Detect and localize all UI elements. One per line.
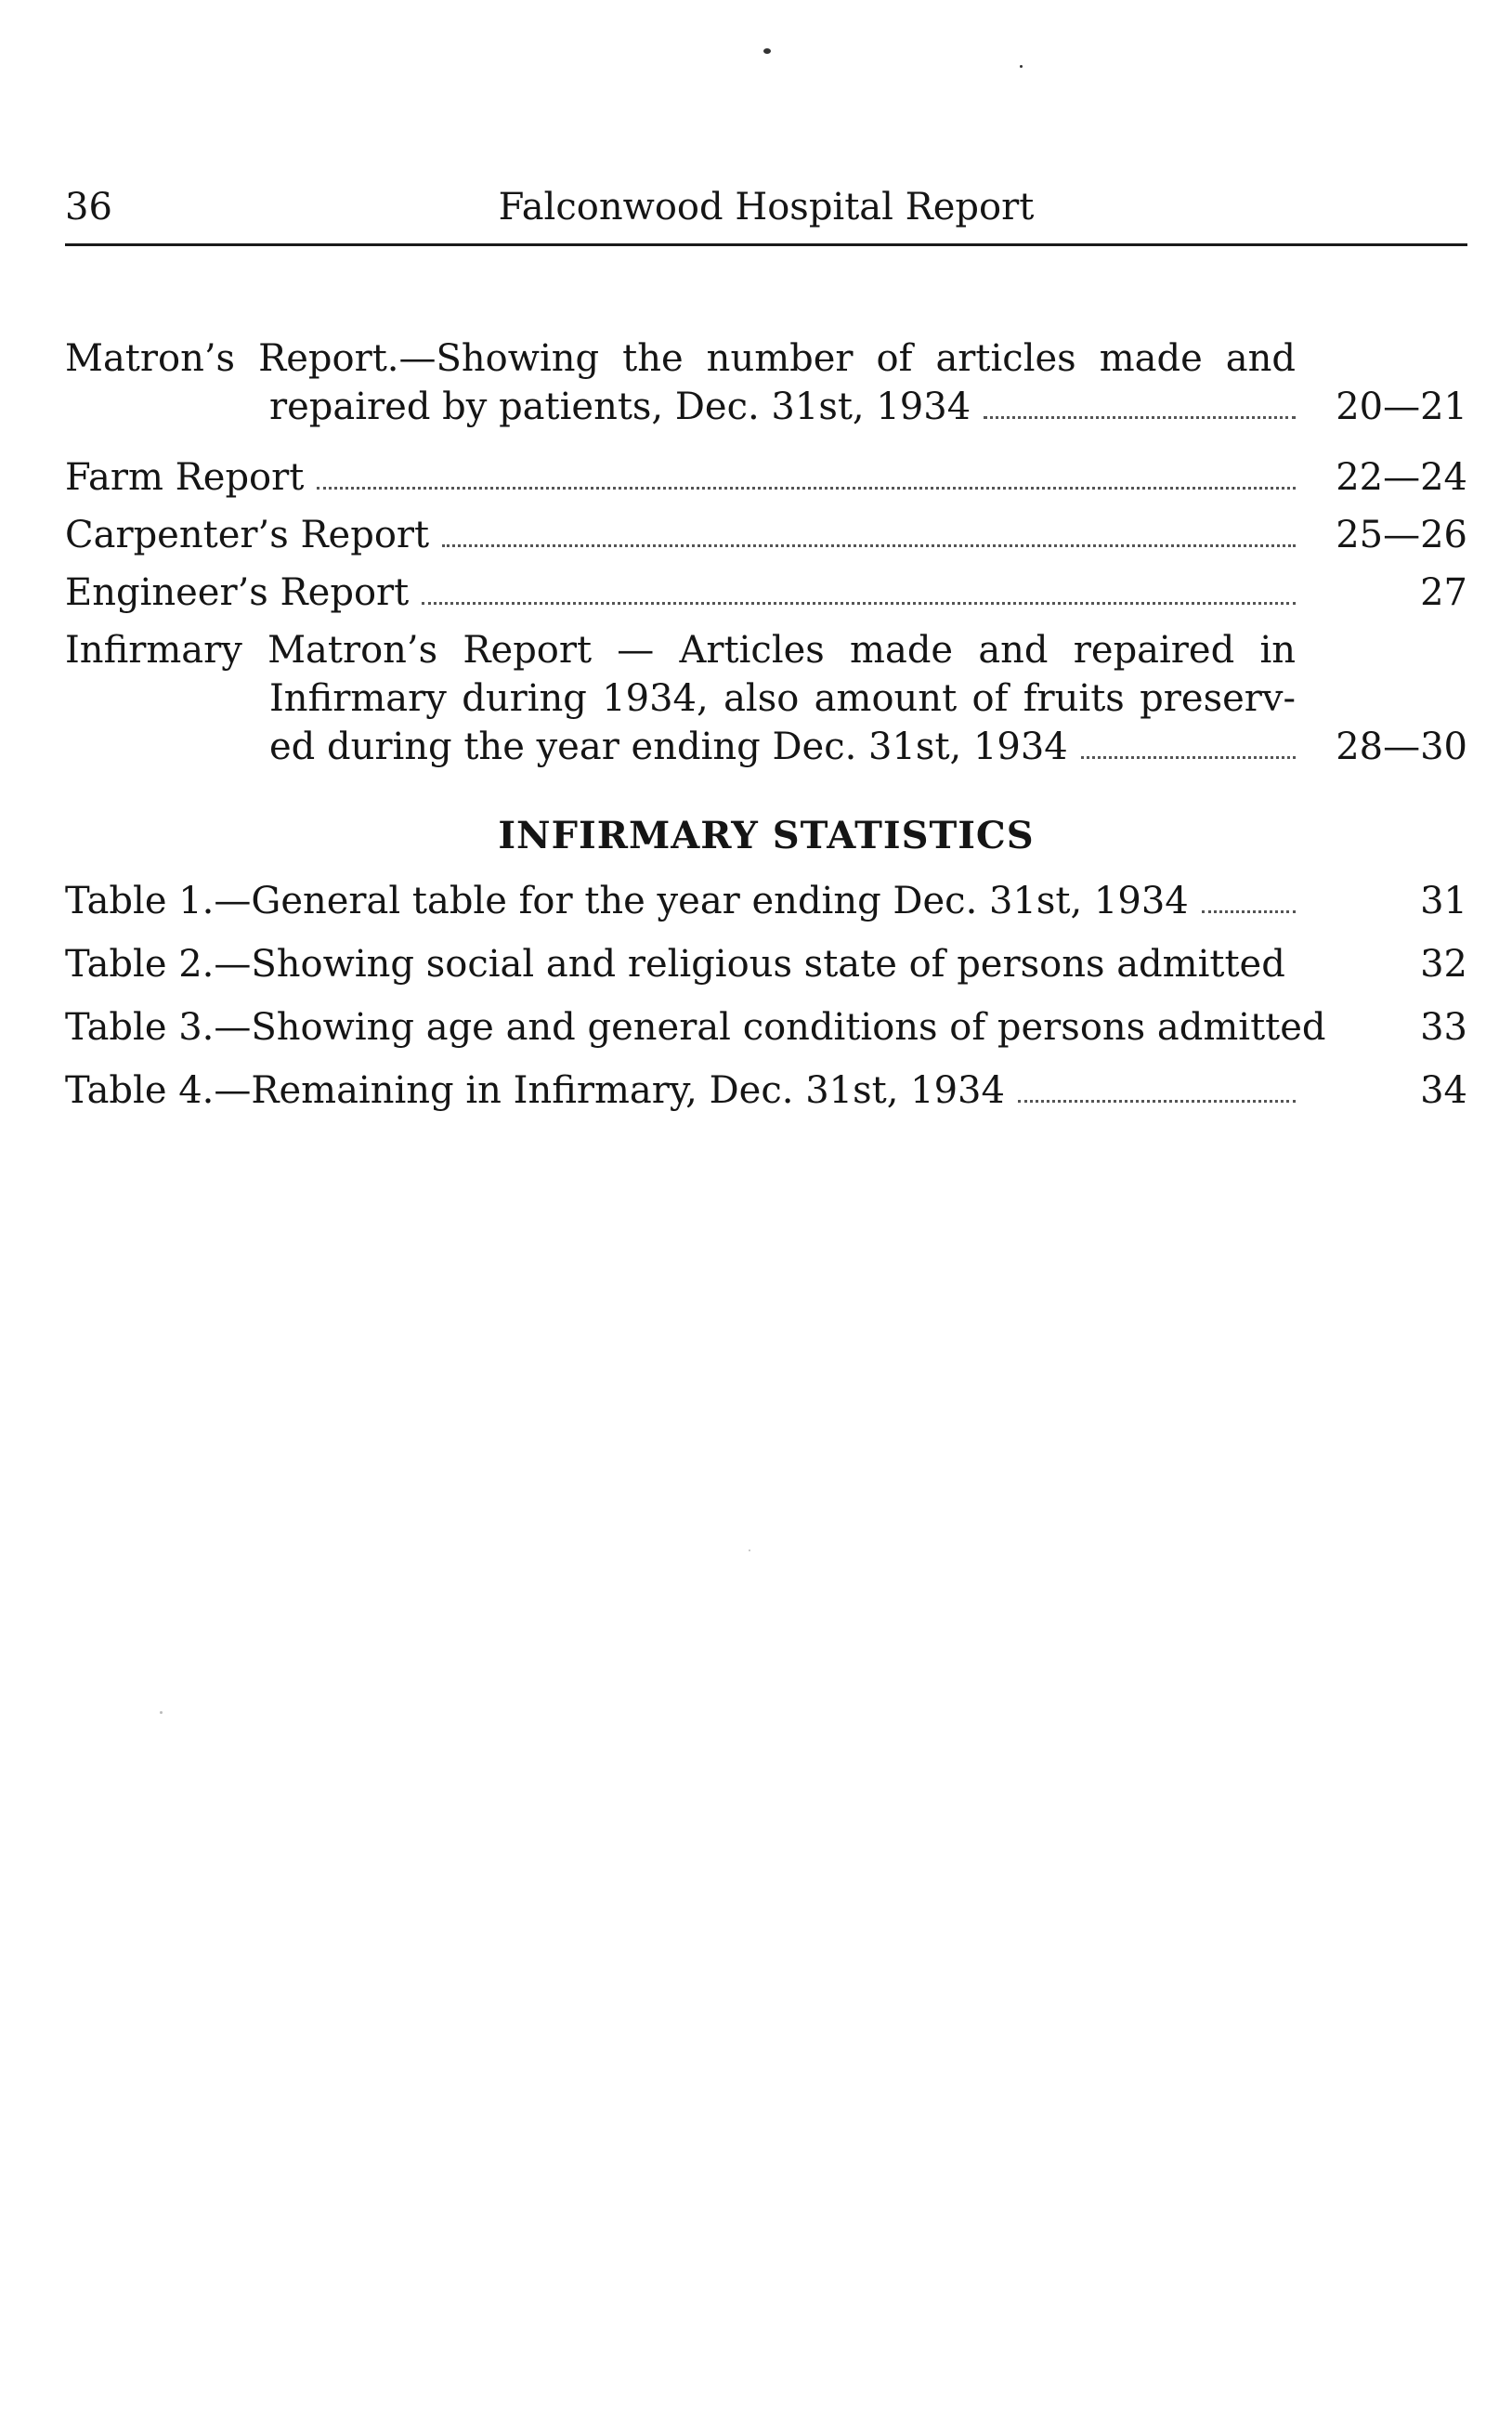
toc-entry-infirmary-matrons-report bbox=[65, 626, 1467, 771]
ink-speck bbox=[749, 1549, 750, 1551]
toc-page-ref: 34 bbox=[1420, 1069, 1467, 1112]
page-header bbox=[65, 186, 1467, 238]
toc-page-ref: 32 bbox=[1420, 943, 1467, 986]
table-of-contents bbox=[65, 334, 1467, 1130]
toc-entry-text-line: Farm Report bbox=[65, 456, 305, 499]
toc-entry-last-line bbox=[65, 511, 1296, 559]
dot-leader bbox=[317, 487, 1296, 490]
toc-entry-text-line: Engineer’s Report bbox=[65, 571, 410, 614]
dot-leader bbox=[442, 544, 1296, 547]
toc-page-ref: 20—21 bbox=[1336, 386, 1467, 428]
toc-page-ref: 27 bbox=[1420, 571, 1467, 614]
toc-entry-last-line bbox=[65, 940, 1296, 988]
toc-page-ref: 28—30 bbox=[1336, 726, 1467, 768]
ink-speck bbox=[763, 48, 771, 54]
toc-entry-text-line: Table 4.—Remaining in Infirmary, Dec. 31st, 1934 bbox=[65, 1069, 1005, 1112]
toc-entry-text-line: ed during the year ending Dec. 31st, 1934 bbox=[269, 726, 1068, 768]
dot-leader bbox=[984, 416, 1296, 419]
running-title: Falconwood Hospital Report bbox=[498, 186, 1035, 229]
toc-page-ref: 31 bbox=[1420, 880, 1467, 922]
toc-entry-last-line bbox=[65, 723, 1296, 771]
toc-entry-table-2 bbox=[65, 940, 1467, 1003]
dot-leader bbox=[422, 602, 1296, 605]
toc-entry-engineers-report bbox=[65, 569, 1467, 617]
toc-page-ref: 22—24 bbox=[1336, 456, 1467, 499]
toc-entry-last-line bbox=[65, 1066, 1296, 1115]
ink-speck bbox=[160, 1711, 163, 1714]
toc-entry-text-line: Table 3.—Showing age and general conditions of persons admitted bbox=[65, 1006, 1326, 1049]
toc-entry-table-1 bbox=[65, 877, 1467, 940]
toc-entry-text-line: Table 1.—General table for the year ending Dec. 31st, 1934 bbox=[65, 880, 1189, 922]
toc-page-ref: 25—26 bbox=[1336, 514, 1467, 556]
toc-entry-matrons-report bbox=[65, 334, 1467, 431]
dot-leader bbox=[1202, 910, 1296, 913]
toc-entry-farm-report bbox=[65, 453, 1467, 502]
dot-leader bbox=[1081, 756, 1296, 759]
toc-entry-last-line bbox=[65, 569, 1296, 617]
dot-leader bbox=[1018, 1100, 1296, 1103]
toc-entry-text-line: repaired by patients, Dec. 31st, 1934 bbox=[269, 386, 971, 428]
toc-entry-last-line bbox=[65, 453, 1296, 502]
header-rule bbox=[65, 243, 1467, 246]
toc-entry-text-line: Infirmary during 1934, also amount of fruits preserv- bbox=[269, 677, 1296, 720]
toc-entry-last-line bbox=[65, 877, 1296, 925]
toc-entry-carpenters-report bbox=[65, 511, 1467, 559]
section-heading: INFIRMARY STATISTICS bbox=[498, 814, 1035, 857]
toc-page-ref: 33 bbox=[1420, 1006, 1467, 1049]
toc-entry-text-line: Carpenter’s Report bbox=[65, 514, 430, 556]
toc-entry-table-3 bbox=[65, 1003, 1467, 1066]
ink-speck bbox=[1020, 65, 1023, 68]
toc-entry-text-line: Table 2.—Showing social and religious state of persons admitted bbox=[65, 943, 1285, 986]
toc-entry-text-line: Infirmary Matron’s Report — Articles made and repaired in bbox=[65, 629, 1296, 672]
toc-entry-text-line: Matron’s Report.—Showing the number of articles made and bbox=[65, 337, 1296, 380]
toc-entry-last-line bbox=[65, 383, 1296, 431]
toc-entry-table-4 bbox=[65, 1066, 1467, 1130]
toc-entry-last-line bbox=[65, 1003, 1326, 1052]
page-number: 36 bbox=[65, 186, 112, 229]
